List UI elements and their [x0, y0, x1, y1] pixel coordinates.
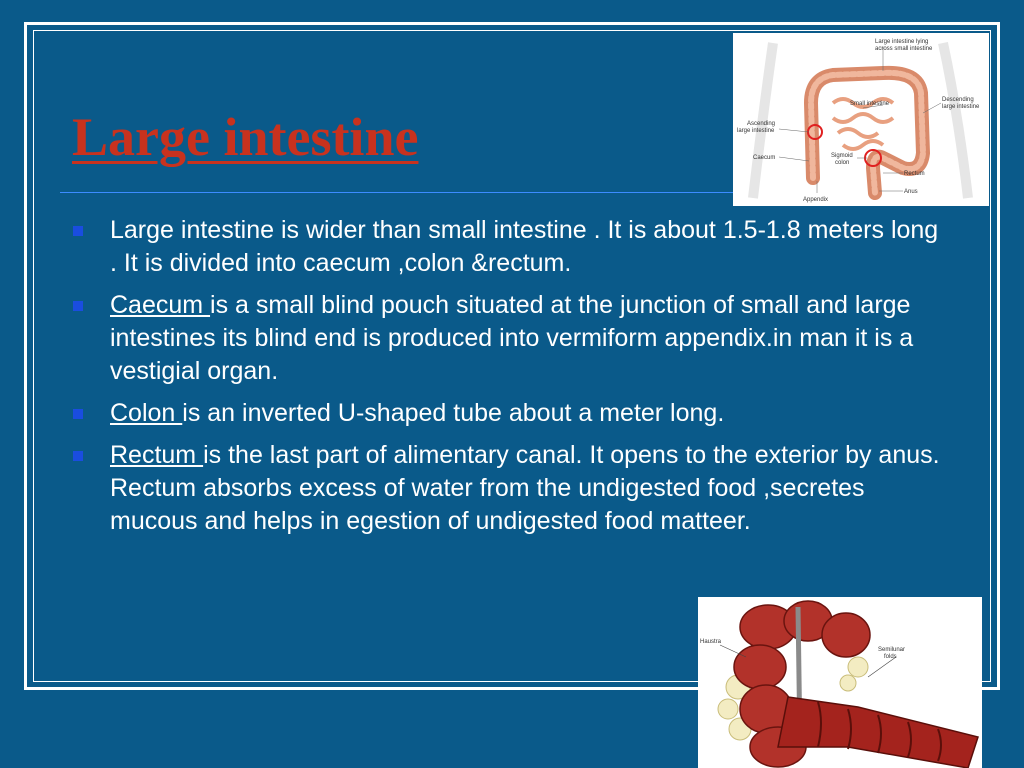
- slide-title: Large intestine: [72, 107, 419, 167]
- haustra-illustration: [698, 597, 982, 768]
- label-lying2: across small intestine: [875, 46, 933, 52]
- haustra-diagram: [698, 597, 982, 768]
- bullet-item: [72, 214, 942, 280]
- label-anus: Anus: [904, 189, 918, 195]
- bullet-term: Rectum: [110, 441, 204, 469]
- bullet-item: [72, 289, 942, 388]
- bullet-item: [72, 397, 942, 430]
- label-ascending2: large intestine: [737, 128, 775, 134]
- bullet-text: is the last part of alimentary canal. It opens to the exterior by anus. Rectum absorbs excess of water from the undigested food ,secretes mucous and helps in egestion of undigested food matteer.: [110, 441, 940, 535]
- label-haustra: Haustra: [700, 639, 722, 645]
- bullet-text: Large intestine is wider than small intestine . It is about 1.5-1.8 meters long . It is divided into caecum ,colon &rectum.: [110, 216, 939, 277]
- large-intestine-illustration: [733, 33, 989, 206]
- bullet-term: Caecum: [110, 291, 211, 319]
- bullet-list: [72, 214, 942, 547]
- label-descending: Descending: [942, 97, 974, 103]
- label-small-intestine: Small intestine: [850, 101, 890, 107]
- label-ascending: Ascending: [747, 121, 776, 127]
- bullet-square-icon: [73, 409, 83, 419]
- label-semilunar: Semilunar: [878, 647, 906, 653]
- large-intestine-diagram: [733, 33, 989, 206]
- bullet-square-icon: [73, 451, 83, 461]
- label-sigmoid2: colon: [835, 160, 850, 166]
- title-divider: [60, 192, 736, 193]
- bullet-text: is an inverted U-shaped tube about a meter long.: [182, 399, 725, 427]
- label-caecum: Caecum: [753, 155, 776, 161]
- bullet-square-icon: [73, 226, 83, 236]
- label-appendix: Appendix: [803, 197, 829, 203]
- label-sigmoid: Sigmoid: [831, 153, 853, 159]
- bullet-item: [72, 439, 942, 538]
- label-descending2: large intestine: [942, 104, 980, 110]
- label-rectum: Rectum: [904, 171, 925, 177]
- bullet-term: Colon: [110, 399, 183, 427]
- label-folds: folds: [884, 654, 897, 660]
- bullet-square-icon: [73, 301, 83, 311]
- label-lying: Large intestine lying: [875, 39, 929, 45]
- bullet-text: is a small blind pouch situated at the junction of small and large intestines its blind end is produced into vermiform appendix.in man it is a vestigial organ.: [110, 291, 914, 385]
